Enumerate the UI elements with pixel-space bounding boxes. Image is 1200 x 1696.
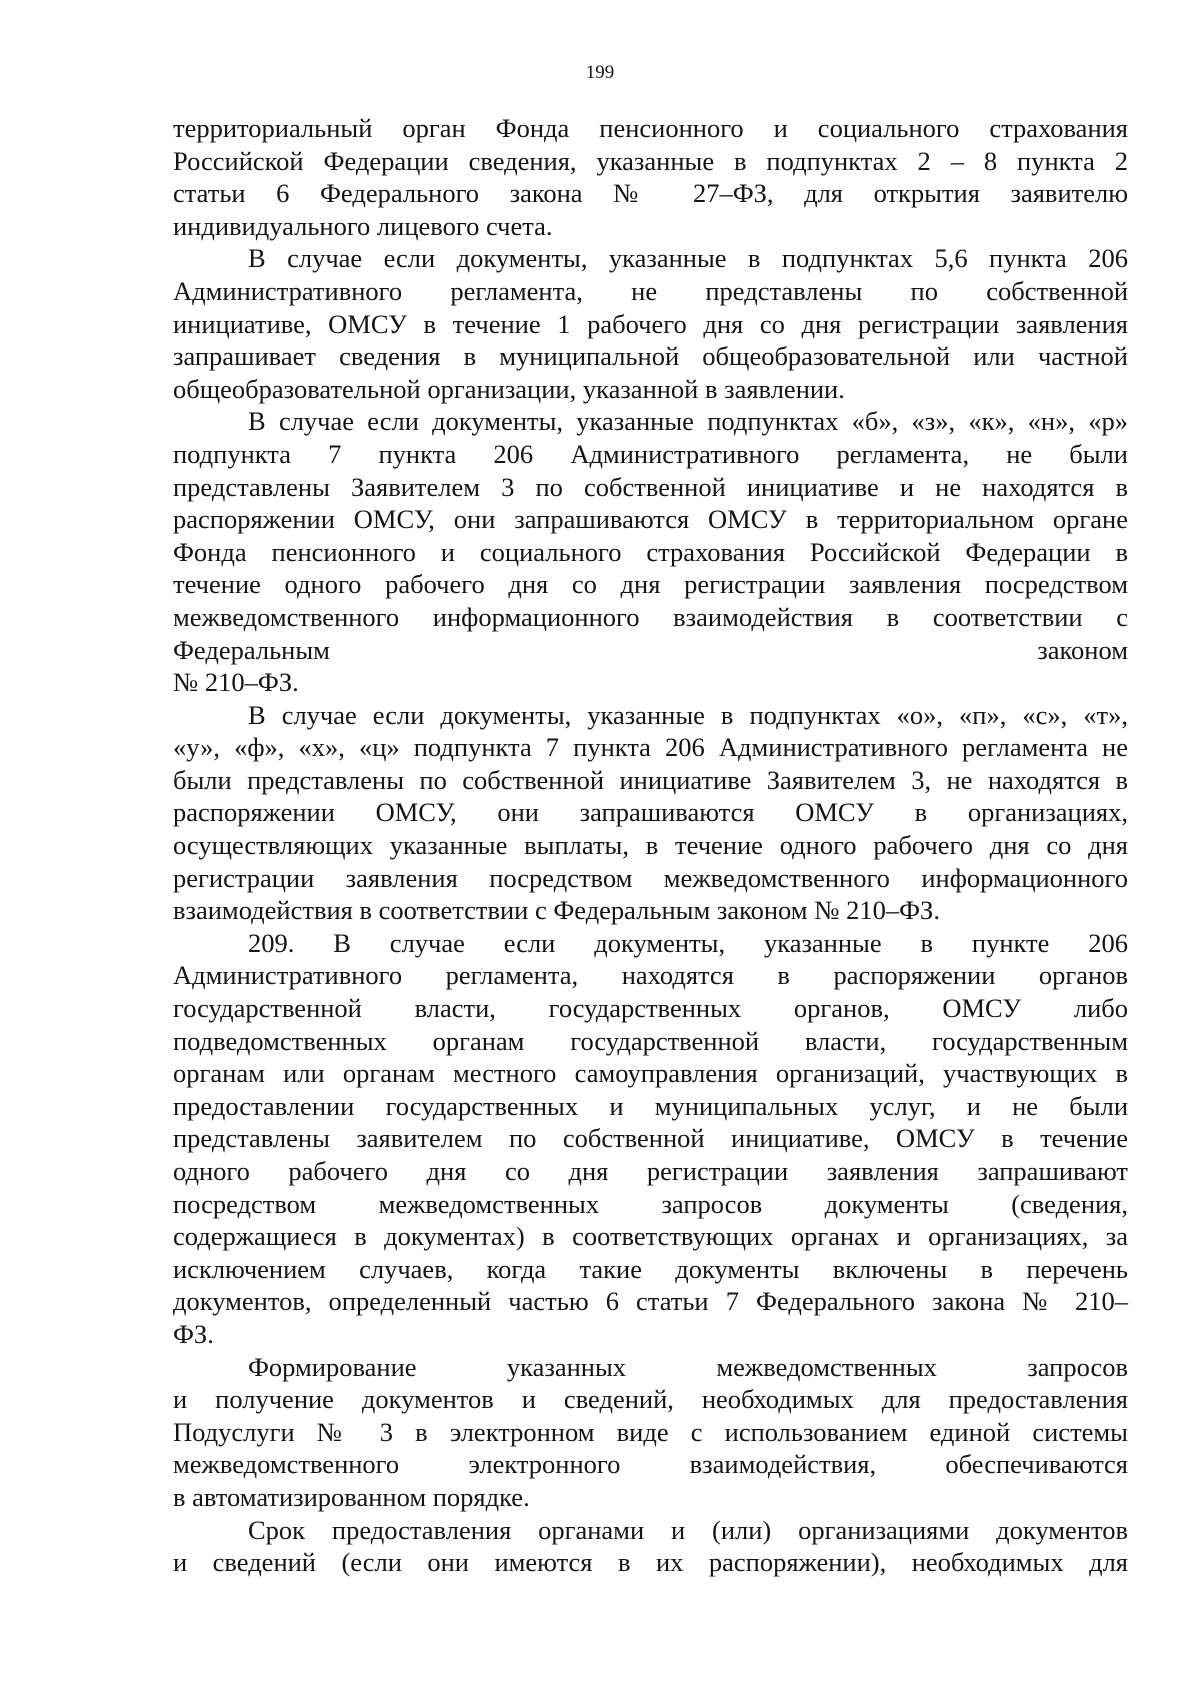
text-line: документов, определенный частью 6 статьи 7 Федерального закона № 210– (173, 1286, 1128, 1317)
text-line: распоряжении ОМСУ, они запрашиваются ОМСУ в организациях, (173, 797, 1128, 828)
text-line: взаимодействия в соответствии с Федеральным законом № 210–ФЗ. (173, 895, 940, 926)
text-line: исключением случаев, когда такие документы включены в перечень (173, 1253, 1128, 1284)
text-line: Подуслуги № 3 в электронном виде с использованием единой системы (173, 1416, 1128, 1447)
text-line: и сведений (если они имеются в их распоряжении), необходимых для (173, 1547, 1128, 1578)
text-line: Фонда пенсионного и социального страхования Российской Федерации в (173, 536, 1128, 567)
text-line: инициативе, ОМСУ в течение 1 рабочего дня со дня регистрации заявления (173, 308, 1128, 339)
text-line: были представлены по собственной инициативе Заявителем 3, не находятся в (173, 764, 1128, 795)
text-line: и получение документов и сведений, необходимых для предоставления (173, 1384, 1128, 1415)
text-line: 209. В случае если документы, указанные в пункте 206 (248, 927, 1128, 958)
text-line: Административного регламента, находятся в распоряжении органов (173, 960, 1128, 991)
text-line: регистрации заявления посредством межведомственного информационного (173, 862, 1128, 893)
text-line: статьи 6 Федерального закона № 27–ФЗ, для открытия заявителю (173, 178, 1128, 209)
text-line: осуществляющих указанные выплаты, в течение одного рабочего дня со дня (173, 830, 1128, 861)
text-line: В случае если документы, указанные подпунктах «б», «з», «к», «н», «р» (248, 406, 1128, 437)
text-line: распоряжении ОМСУ, они запрашиваются ОМСУ в территориальном органе (173, 504, 1128, 535)
text-line: посредством межведомственных запросов документы (сведения, (173, 1188, 1128, 1219)
text-line: подведомственных органам государственной власти, государственным (173, 1025, 1128, 1056)
text-line: подпункта 7 пункта 206 Административного регламента, не были (173, 438, 1128, 469)
text-line: Федеральным законом (173, 634, 1128, 665)
text-line: № 210–ФЗ. (173, 667, 299, 698)
text-line: В случае если документы, указанные в подпунктах «о», «п», «с», «т», (248, 699, 1128, 730)
text-line: индивидуального лицевого счета. (173, 210, 553, 241)
text-line: территориальный орган Фонда пенсионного и социального страхования (173, 113, 1128, 143)
text-line: представлены заявителем по собственной инициативе, ОМСУ в течение (173, 1123, 1128, 1154)
text-line: Административного регламента, не представлены по собственной (173, 275, 1128, 306)
text-line: одного рабочего дня со дня регистрации заявления запрашивают (173, 1156, 1128, 1186)
text-line: ФЗ. (173, 1318, 214, 1349)
text-line: предоставлении государственных и муниципальных услуг, и не были (173, 1090, 1128, 1121)
document-body (173, 112, 1128, 1579)
text-line: органам или органам местного самоуправления организаций, участвующих в (173, 1058, 1128, 1089)
text-line: «у», «ф», «х», «ц» подпункта 7 пункта 206 Административного регламента не (173, 732, 1128, 763)
text-line: Российской Федерации сведения, указанные в подпунктах 2 – 8 пункта 2 (173, 145, 1128, 176)
text-line: В случае если документы, указанные в подпунктах 5,6 пункта 206 (248, 243, 1128, 274)
text-line: в автоматизированном порядке. (173, 1481, 530, 1512)
text-line: Формирование указанных межведомственных запросов (248, 1351, 1128, 1382)
text-line: Срок предоставления органами и (или) организациями документов (248, 1514, 1128, 1545)
text-line: государственной власти, государственных органов, ОМСУ либо (173, 993, 1128, 1024)
text-line: течение одного рабочего дня со дня регистрации заявления посредством (173, 569, 1128, 600)
text-line: общеобразовательной организации, указанной в заявлении. (173, 373, 845, 404)
text-line: межведомственного информационного взаимодействия в соответствии с (173, 601, 1128, 632)
text-line: представлены Заявителем 3 по собственной инициативе и не находятся в (173, 471, 1128, 502)
text-line: запрашивает сведения в муниципальной общеобразовательной или частной (173, 341, 1128, 372)
text-line: межведомственного электронного взаимодействия, обеспечиваются (173, 1449, 1128, 1480)
page-number: 199 (585, 62, 615, 83)
text-line: содержащиеся в документах) в соответствующих органах и организациях, за (173, 1221, 1128, 1252)
